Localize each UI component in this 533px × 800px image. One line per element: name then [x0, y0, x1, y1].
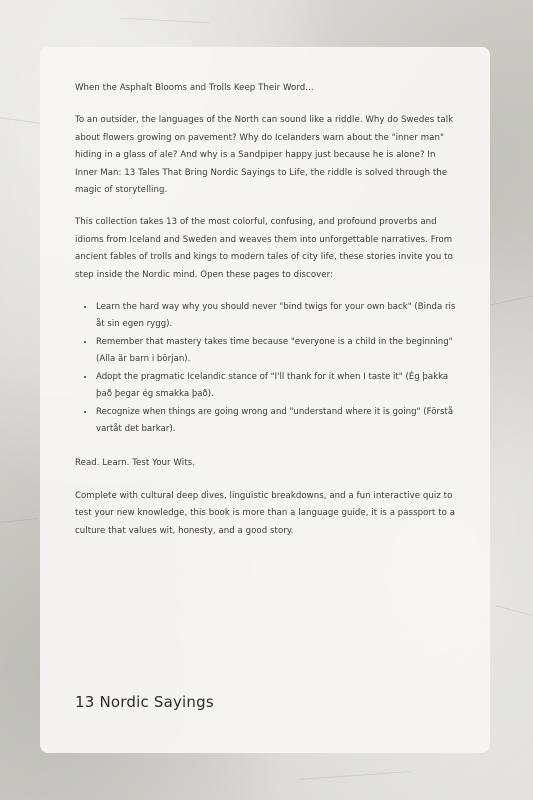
list-item: • Remember that mastery takes time because "everyone is a child in the beginning" (Alla är barn i början).	[95, 334, 460, 369]
intro-paragraph: To an outsider, the languages of the North can sound like a riddle. Why do Swedes talk about flowers growing on pavement? Why do Icelanders warn about the "inner man" hiding in a glass of ale? And why is a Sandpiper happy just because he is alone? In Inner Man: 13 Tales That Bring Nordic Sayings to Life, the riddle is solved through the magic of storytelling.	[75, 115, 454, 196]
closing-paragraph: Complete with cultural deep dives, linguistic breakdowns, and a fun interactive quiz to test your new knowledge, this book is more than a language guide, it is a passport to a culture that values wit, honesty, and a good story.	[75, 490, 456, 536]
brand-title: 13 Nordic Sayings	[75, 693, 214, 711]
heading-line: When the Asphalt Blooms and Trolls Keep Their Word...	[75, 83, 314, 93]
list-item: • Adopt the pragmatic Icelandic stance of "I'll thank for it when I taste it" (Ég þakka það þegar ég smakka það).	[95, 369, 460, 404]
list-item: • Recognize when things are going wrong and "understand where it is going" (Förstå vartåt det barkar).	[95, 404, 460, 439]
back-cover-panel	[40, 47, 490, 753]
discover-list	[75, 299, 460, 438]
collection-paragraph: This collection takes 13 of the most colorful, confusing, and profound proverbs and idioms from Iceland and Sweden and weaves them into unforgettable narratives. From ancient fables of trolls and kings to modern tales of city life, these stories invite you to step inside the Nordic mind. Open these pages to discover:	[75, 217, 453, 280]
tagline: Read. Learn. Test Your Wits.	[75, 458, 195, 469]
list-item: • Learn the hard way why you should never "bind twigs for your own back" (Binda ris åt sin egen rygg).	[95, 299, 460, 334]
